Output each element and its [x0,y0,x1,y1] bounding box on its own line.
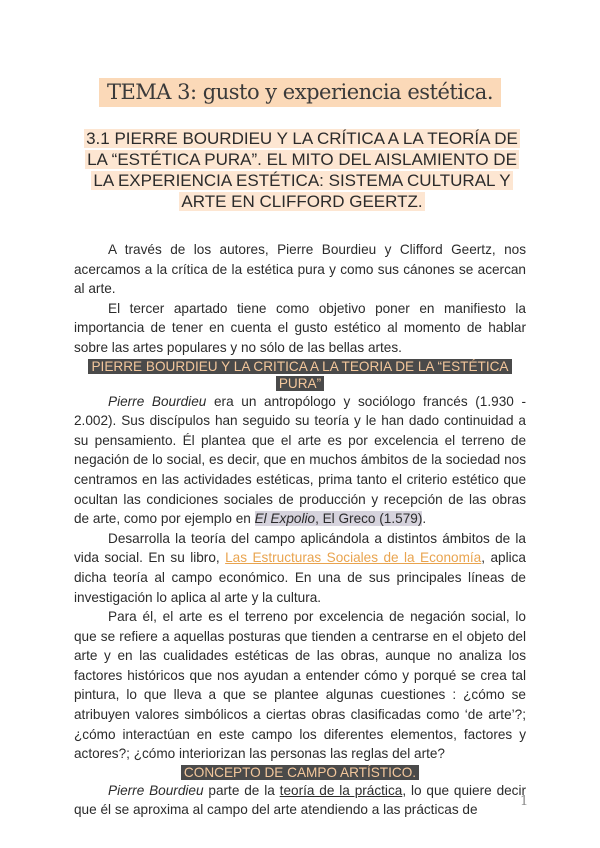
section-heading-campo [74,764,526,781]
section-subtitle [76,128,528,212]
artwork-detail: , El Greco (1.579) [315,511,423,527]
author-name: Pierre Bourdieu [108,393,207,409]
section-heading-bourdieu-text: PIERRE BOURDIEU Y LA CRITICA A LA TEORIA DE LA “ESTÉTICA PURA” [88,359,511,391]
document-body [74,240,529,820]
section-heading-campo-text: CONCEPTO DE CAMPO ARTÍSTICO. [181,765,419,780]
page-title: TEMA 3: gusto y experiencia estética. [99,78,501,107]
paragraph-6-after: , lo que quiere decir que él se aproxima al campo del arte atendiendo a las prácticas de [74,782,527,818]
artwork-reference [255,511,423,526]
paragraph-3-text: era un antropólogo y sociólogo francés (1.930 - 2.002). Sus discípulos han seguido su teoría y le han dado continuidad a su pensamiento. Él plantea que el arte es por excelencia el terreno de negación de lo social, es decir, que en muchos ámbitos de la sociedad nos centramos en las actividades estéticas, prima tanto el criterio estético que ocultan las condiciones sociales de producción y recepción de las obras de arte, como por ejemplo en [74,393,526,527]
paragraph-6-before: parte de la [203,782,280,798]
subtitle-text: 3.1 PIERRE BOURDIEU Y LA CRÍTICA A LA TEORÍA DE LA “ESTÉTICA PURA”. EL MITO DEL AISLAMIENTO DE LA EXPERIENCIA ESTÉTICA: SISTEMA CULTURAL Y ARTE EN CLIFFORD GEERTZ. [86,129,518,211]
paragraph-4-after: , aplica dicha teoría al campo económico. En una de sus principales líneas de investigación lo aplica al arte y la cultura. [74,550,526,605]
paragraph-3-end: . [422,511,427,527]
paragraph-4-before: Desarrolla la teoría del campo aplicándola a distintos ámbitos de la vida social. En su libro, [74,530,526,566]
book-link[interactable]: Las Estructuras Sociales de la Economía [225,550,482,566]
paragraph-2: El tercer apartado tiene como objetivo poner en manifiesto la importancia de tener en cuenta el gusto estético al momento de hablar sobre las artes populares y no sólo de las bellas artes. [74,300,526,355]
paragraph-3 [74,392,526,529]
artwork-title: El Expolio [254,511,316,527]
author-name-2: Pierre Bourdieu [108,782,204,798]
paragraph-5: Para él, el arte es el terreno por excelencia de negación social, lo que se refiere a aquellas posturas que tienden a centrarse en el objeto del arte y en las cualidades estéticas de las obras, aunque no analiza los factores históricos que nos ayudan a entender cómo y porqué se crea tal pintura, lo que lleva a que se plantee algunas cuestiones : ¿cómo se atribuyen valores simbólicos a ciertas obras clasificadas como ‘de arte’?; ¿cómo interactúan en este campo los diferentes elementos, factores y actores?; ¿cómo interiorizan las personas las reglas del arte? [74,609,526,762]
paragraph-6 [74,781,529,820]
paragraph-1: A través de los autores, Pierre Bourdieu y Clifford Geertz, nos acercamos a la crítica de la estética pura y como sus cánones se acercan al arte. [74,242,526,297]
page-number: 1 [520,794,529,809]
paragraph-4 [74,529,526,607]
section-heading-bourdieu [74,358,526,392]
title-wrap [0,78,600,107]
practice-theory: teoría de la práctica [279,782,403,798]
